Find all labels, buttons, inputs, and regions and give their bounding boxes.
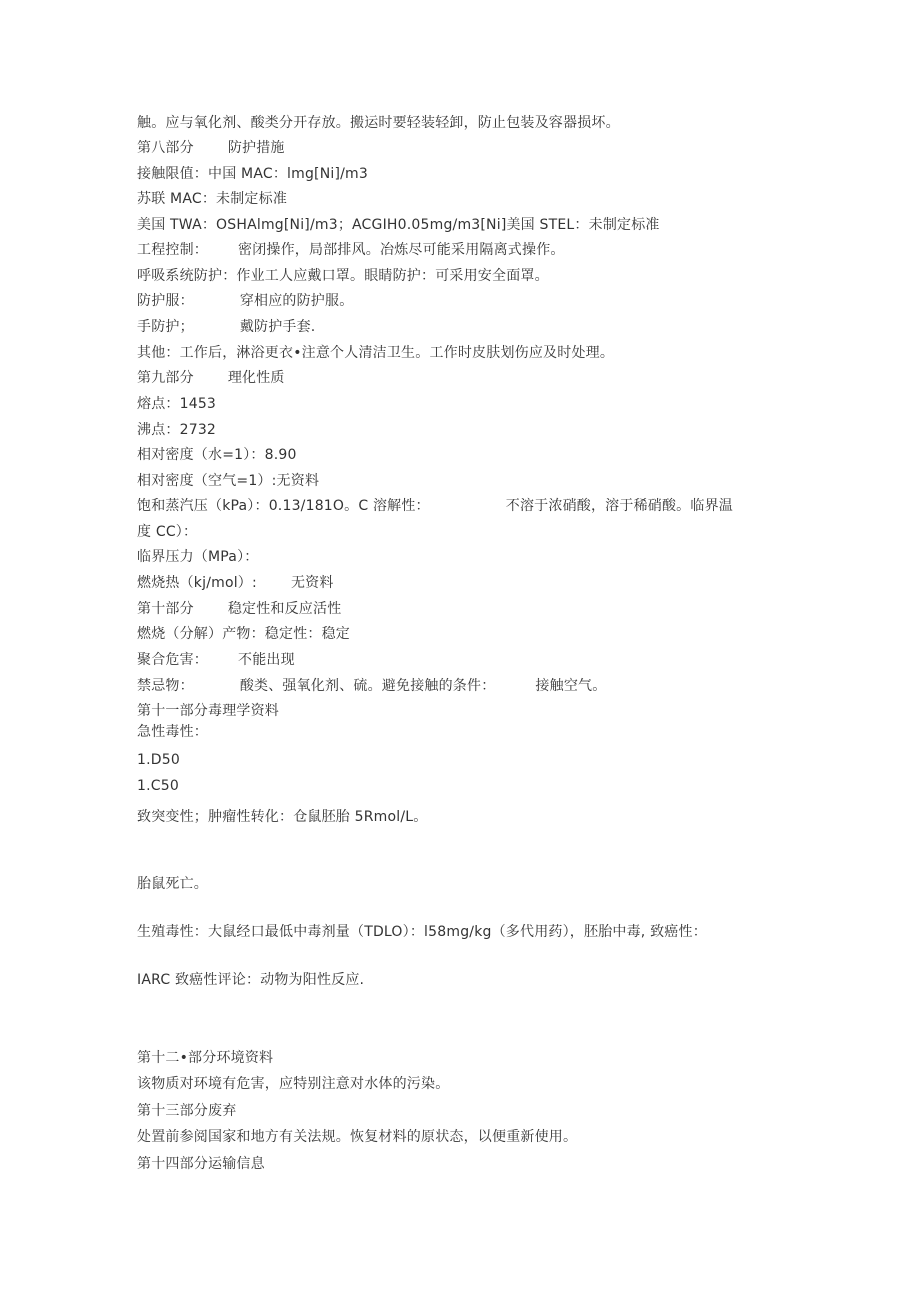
engineering-control-value: 密闭操作，局部排风。冶炼尽可能采用隔离式操作。 (238, 242, 565, 258)
vapor-pressure-solubility: 饱和蒸汽压（kPa）：0.13/181O。C 溶解性： 不溶于浓硝酸，溶于稀硝酸。临界温 (137, 498, 733, 514)
reproductive-toxicity: 生殖毒性：大鼠经口最低中毒剂量（TDLO）：l58mg∕kg（多代用药），胚胎中毒, 致癌性： (137, 924, 707, 940)
environmental-note: 该物质对环境有危害，应特别注意对水体的污染。 (137, 1076, 450, 1092)
section-10-title: 稳定性和反应活性 (227, 601, 342, 617)
relative-density-water: 相对密度（水=1）：8.90 (137, 447, 297, 463)
incompatible-materials (137, 677, 606, 695)
relative-density-air: 相对密度（空气=1）:无资料 (137, 473, 320, 489)
polymerization-hazard-label: 聚合危害： (137, 652, 208, 668)
incompatible-materials-label: 禁忌物： (137, 678, 194, 694)
critical-temperature: 度 CC）： (137, 524, 198, 540)
section-8-heading (137, 139, 285, 157)
storage-note-text: 触。应与氧化剂、酸类分开存放。搬运时要轻装轻卸，防止包装及容器损坏。 (137, 115, 620, 131)
exposure-limit-usa: 美国 TWA：OSHAlmg[Ni]/m3；ACGIH0.05mg/m3[Ni]美国 STEL：未制定标准 (137, 217, 660, 233)
engineering-control (137, 241, 565, 259)
storage-note-line (137, 114, 620, 132)
incompatible-materials-value: 酸类、强氧化剂、硫。避免接触的条件： (239, 678, 496, 694)
exposure-limit-china: 接触限值：中国 MAC：lmg[Ni]/m3 (137, 166, 368, 182)
hand-protection-label: 手防护； (137, 319, 194, 335)
mutagenicity: 致突变性；肿瘤性转化：仓鼠胚胎 5Rmol/L。 (137, 809, 428, 825)
exposure-limit-ussr: 苏联 MAC：未制定标准 (137, 191, 288, 207)
carcinogenicity: IARC 致癌性评论：动物为阳性反应. (137, 972, 365, 988)
protective-clothing (137, 292, 353, 310)
section-10-number: 第十部分 (137, 601, 194, 617)
lc50: 1.C50 (137, 778, 179, 794)
conditions-to-avoid-value: 接触空气。 (535, 678, 607, 694)
disposal-note: 处置前参阅国家和地方有关法规。恢复材料的原状态，以便重新使用。 (137, 1129, 578, 1145)
polymerization-hazard-value: 不能出现 (238, 652, 295, 668)
ld50: 1.D50 (137, 752, 180, 768)
section-8-number: 第八部分 (137, 140, 194, 156)
heat-of-combustion-value: 无资料 (290, 575, 334, 591)
section-11-heading: 第十一部分毒理学资料 (137, 703, 279, 719)
critical-pressure: 临界压力（MPa）： (137, 549, 259, 565)
heat-of-combustion-label: 燃烧热（kj∕mol）: (137, 575, 257, 591)
melting-point: 熔点：1453 (137, 396, 217, 412)
section-12-heading: 第十二•部分环境资料 (137, 1050, 274, 1066)
hand-protection-value: 戴防护手套. (239, 319, 316, 335)
section-8-title: 防护措施 (227, 140, 285, 156)
protective-clothing-label: 防护服： (137, 293, 194, 309)
hand-protection (137, 318, 315, 336)
heat-of-combustion (137, 574, 334, 592)
engineering-control-label: 工程控制： (137, 242, 208, 258)
combustion-products: 燃烧（分解）产物：稳定性：稳定 (137, 626, 350, 642)
respiratory-protection: 呼吸系统防护：作业工人应戴口罩。眼睛防护：可采用安全面罩。 (137, 268, 549, 284)
section-14-heading: 第十四部分运输信息 (137, 1156, 265, 1172)
other-protection: 其他：工作后，淋浴更衣•注意个人清洁卫生。工作时皮肤划伤应及时处理。 (137, 345, 615, 361)
acute-toxicity: 急性毒性： (137, 724, 208, 740)
section-13-heading: 第十三部分废弃 (137, 1103, 237, 1119)
fetal-death-note: 胎鼠死亡。 (137, 876, 208, 892)
polymerization-hazard (137, 651, 295, 669)
protective-clothing-value: 穿相应的防护服。 (239, 293, 354, 309)
section-9-title: 理化性质 (227, 370, 285, 386)
section-10-heading (137, 600, 341, 618)
section-9-heading (137, 369, 285, 387)
section-9-number: 第九部分 (137, 370, 194, 386)
boiling-point: 沸点：2732 (137, 422, 217, 438)
